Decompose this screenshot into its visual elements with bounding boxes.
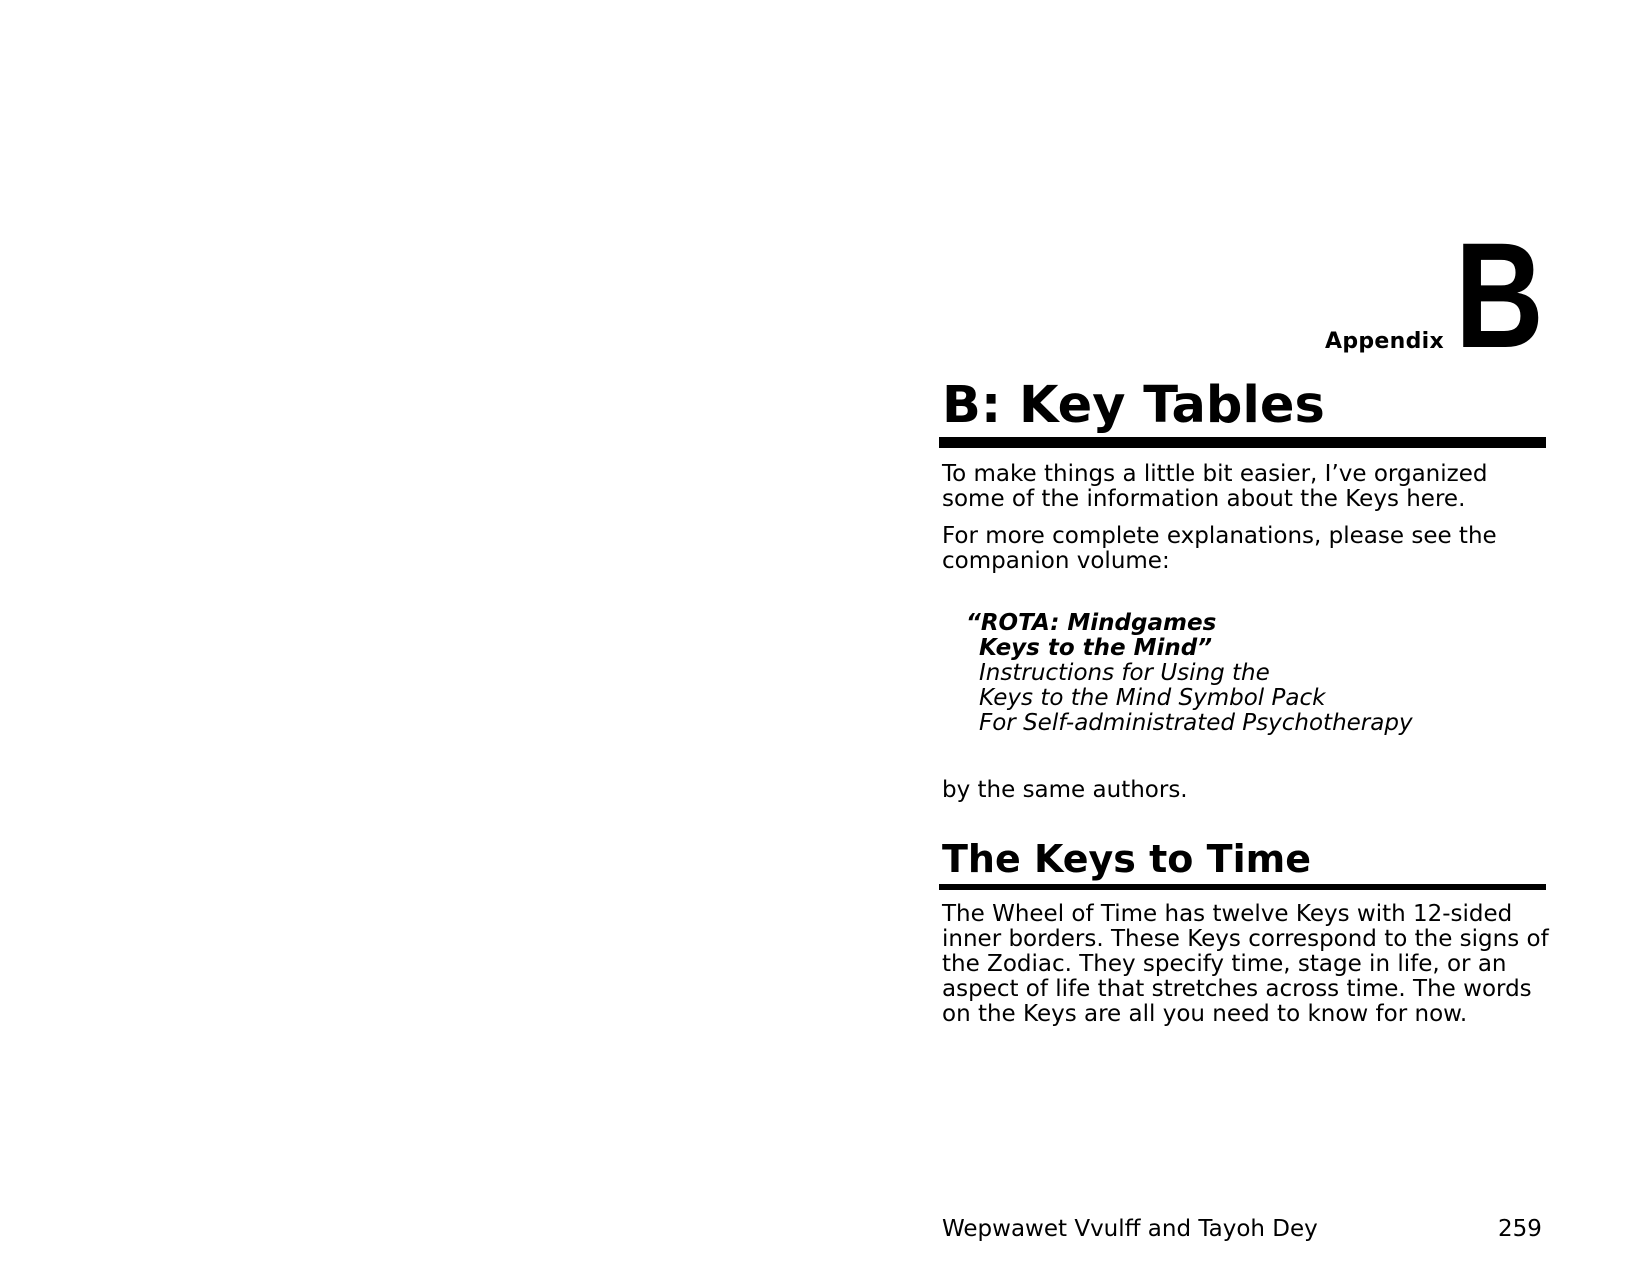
- chapter-title-rule: [939, 437, 1546, 448]
- section-body-paragraph: The Wheel of Time has twelve Keys with 12-sided inner borders. These Keys correspond to the signs of the Zodiac. They specify time, stage in life, or an aspect of life that stretches across time. The words on the Keys are all you need to know for now.: [942, 901, 1549, 1027]
- footer-page-number: 259: [1498, 1216, 1542, 1242]
- quote-line-subtitle: Keys to the Mind”: [979, 635, 1213, 661]
- footer-authors: Wepwawet Vvulff and Tayoh Dey: [942, 1216, 1318, 1242]
- after-quote-paragraph: by the same authors.: [942, 777, 1188, 803]
- chapter-title: B: Key Tables: [942, 376, 1325, 435]
- appendix-label: Appendix: [1325, 329, 1444, 354]
- appendix-letter: B: [1455, 211, 1544, 379]
- intro-paragraph-1: To make things a little bit easier, I’ve organized some of the information about the Keys here.: [942, 461, 1488, 512]
- section-title: The Keys to Time: [942, 837, 1311, 881]
- quote-line-3: Instructions for Using the: [979, 660, 1270, 686]
- companion-volume-quote: [966, 611, 1413, 736]
- quote-line-4: Keys to the Mind Symbol Pack: [979, 685, 1326, 711]
- quote-line-5: For Self-administrated Psychotherapy: [979, 710, 1413, 736]
- quote-line-title: “ROTA: Mindgames: [966, 610, 1217, 636]
- section-title-rule: [939, 884, 1546, 890]
- intro-paragraph-2: For more complete explanations, please see the companion volume:: [942, 523, 1497, 574]
